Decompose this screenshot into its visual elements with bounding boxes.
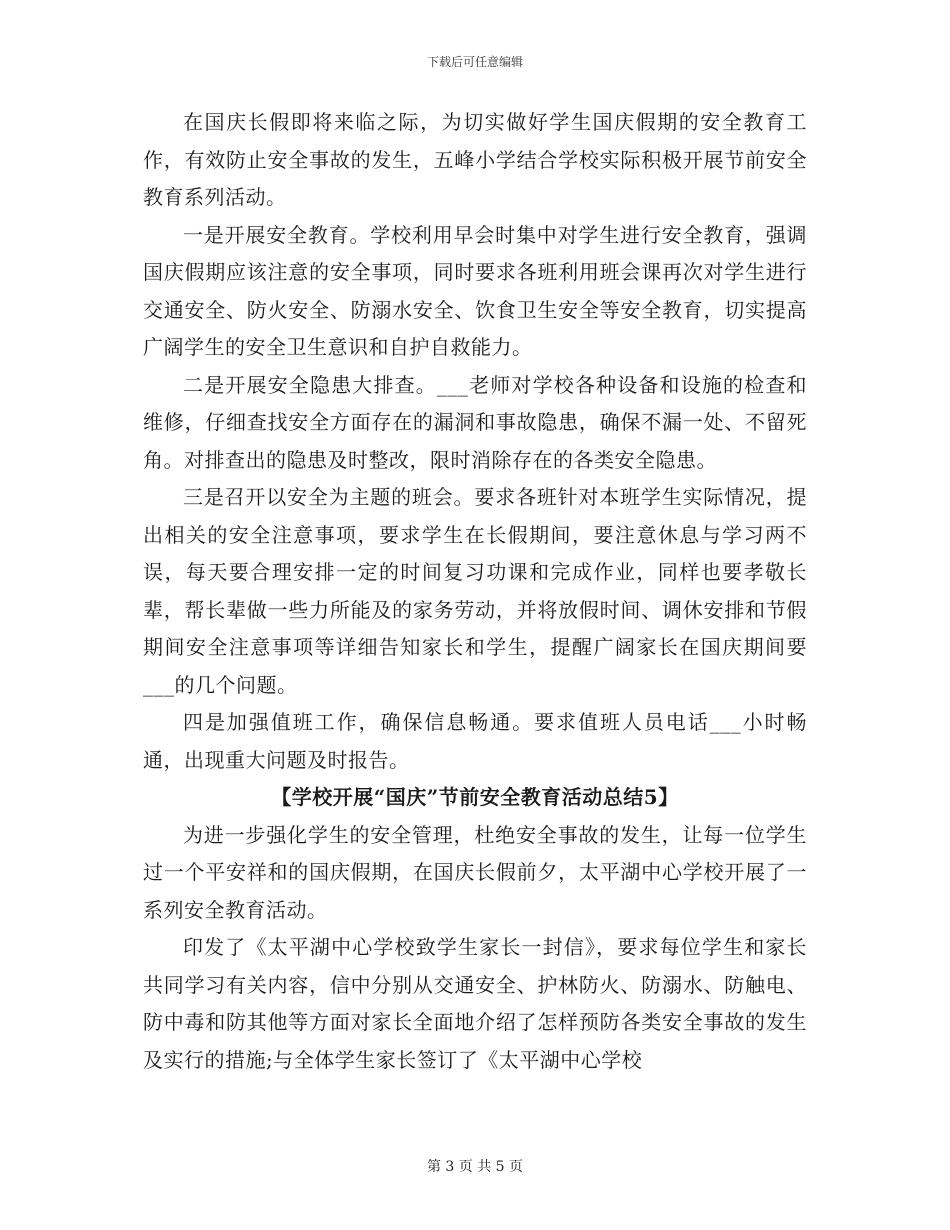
paragraph-duty-work: 四是加强值班工作，确保信息畅通。要求值班人员电话___小时畅通，出现重大问题及时报告。 (143, 710, 807, 772)
paragraph-class-meeting: 三是召开以安全为主题的班会。要求各班针对本班学生实际情况，提出相关的安全注意事项，要求学生在长假期间，要注意休息与学习两不误，每天要合理安排一定的时间复习功课和完成作业，同样也要孝敬长辈，帮长辈做一些力所能及的家务劳动，并将放假时间、调休安排和节假期间安全注意事项等详细告知家长和学生，提醒广阔家长在国庆期间要___的几个问题。 (143, 485, 807, 697)
document-body (143, 104, 807, 1079)
page-number: 第 3 页 共 5 页 (426, 1159, 524, 1175)
paragraph-section-intro: 为进一步强化学生的安全管理，杜绝安全事故的发生，让每一位学生过一个平安祥和的国庆假期，在国庆长假前夕，太平湖中心学校开展了一系列安全教育活动。 (143, 822, 807, 922)
paragraph-safety-education: 一是开展安全教育。学校利用早会时集中对学生进行安全教育，强调国庆假期应该注意的安全事项，同时要求各班利用班会课再次对学生进行交通安全、防火安全、防溺水安全、饮食卫生安全等安全教育，切实提高广阔学生的安全卫生意识和自护自救能力。 (143, 222, 807, 359)
page-header-note: 下载后可任意编辑 (426, 55, 523, 69)
paragraph-parent-letter: 印发了《太平湖中心学校致学生家长一封信》，要求每位学生和家长共同学习有关内容，信中分别从交通安全、护林防火、防溺水、防触电、防中毒和防其他等方面对家长全面地介绍了怎样预防各类安全事故的发生及实行的措施;与全体学生家长签订了《太平湖中心学校 (143, 935, 807, 1072)
paragraph-hazard-inspection: 二是开展安全隐患大排查。___老师对学校各种设备和设施的检查和维修，仔细查找安全方面存在的漏洞和事故隐患，确保不漏一处、不留死角。对排查出的隐患及时整改，限时消除存在的各类安全隐患。 (143, 372, 807, 472)
paragraph-intro: 在国庆长假即将来临之际，为切实做好学生国庆假期的安全教育工作，有效防止安全事故的发生，五峰小学结合学校实际积极开展节前安全教育系列活动。 (143, 110, 807, 209)
section-heading: 【学校开展“国庆”节前安全教育活动总结5】 (271, 785, 679, 809)
